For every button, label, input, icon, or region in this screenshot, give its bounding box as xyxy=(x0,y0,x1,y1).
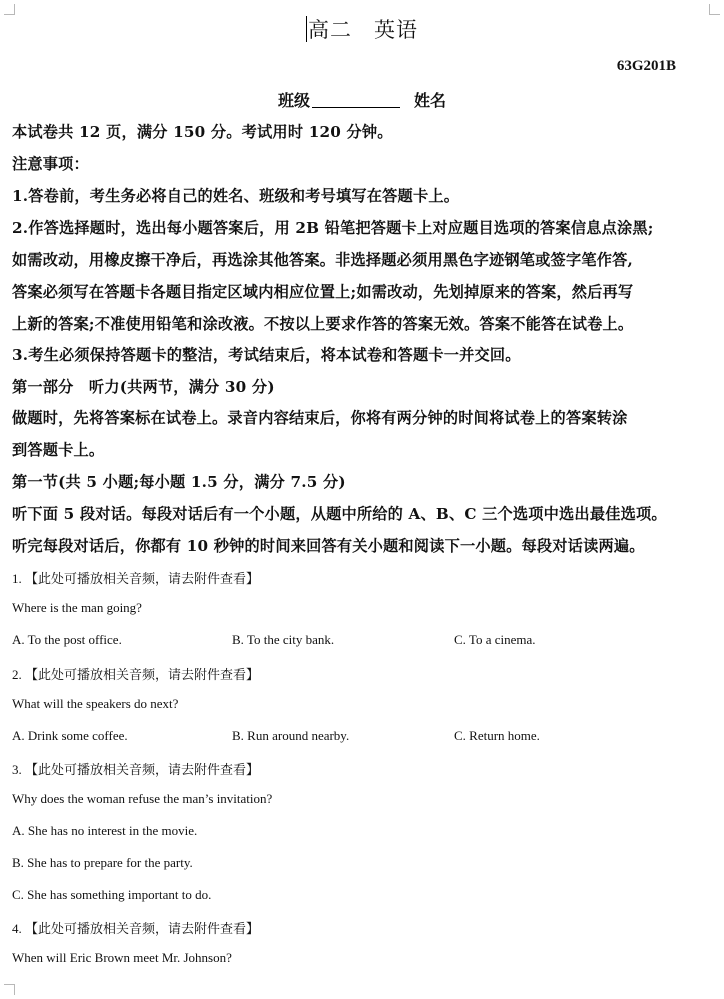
notice-item-2-line: 2.作答选择题时，选出每小题答案后，用 2B 铅笔把答题卡上对应题目选项的答案信息点涂黑; xyxy=(12,219,654,237)
question-audio-placeholder[interactable]: 2. 【此处可播放相关音频，请去附件查看】 xyxy=(12,667,260,682)
option-a[interactable]: A. She has no interest in the movie. xyxy=(12,823,198,838)
notice-item-2-line: 如需改动，用橡皮擦干净后，再选涂其他答案。非选择题必须用黑色字迹钢笔或签字笔作答, xyxy=(12,251,633,269)
class-name-line xyxy=(0,88,724,111)
notice-title: 注意事项： xyxy=(12,155,89,173)
question-text: Why does the woman refuse the man’s invitation? xyxy=(12,791,273,806)
notice-item-3: 3.考生必须保持答题卡的整洁，考试结束后，将本试卷和答题卡一并交回。 xyxy=(12,346,521,364)
notice-item-2-line: 答案必须写在答题卡各题目指定区域内相应位置上;如需改动，先划掉原来的答案，然后再写 xyxy=(12,283,634,301)
question-audio-placeholder[interactable]: 1. 【此处可播放相关音频，请去附件查看】 xyxy=(12,571,260,586)
notice-item-1: 1.答卷前，考生务必将自己的姓名、班级和考号填写在答题卡上。 xyxy=(12,187,460,205)
part1-instruction-line: 到答题卡上。 xyxy=(12,441,105,459)
question-text: When will Eric Brown meet Mr. Johnson? xyxy=(12,950,232,965)
part1-heading: 第一部分 听力(共两节，满分 30 分) xyxy=(12,378,275,396)
class-label: 班级 xyxy=(277,91,310,110)
question-text: What will the speakers do next? xyxy=(12,696,179,711)
page-corner-mark xyxy=(4,984,15,995)
question-audio-placeholder[interactable]: 3. 【此处可播放相关音频，请去附件查看】 xyxy=(12,762,260,777)
title-grade: 高二 xyxy=(308,18,352,42)
part1-instruction-line: 做题时，先将答案标在试卷上。录音内容结束后，你将有两分钟的时间将试卷上的答案转涂 xyxy=(12,409,628,427)
option-a[interactable]: A. Drink some coffee. xyxy=(12,728,128,743)
question-audio-placeholder[interactable]: 4. 【此处可播放相关音频，请去附件查看】 xyxy=(12,921,260,936)
option-c[interactable]: C. She has something important to do. xyxy=(12,887,212,902)
option-b[interactable]: B. She has to prepare for the party. xyxy=(12,855,193,870)
title-subject: 英语 xyxy=(374,18,418,42)
text-cursor xyxy=(306,16,307,42)
question-text: Where is the man going? xyxy=(12,600,142,615)
notice-item-2-line: 上新的答案;不准使用铅笔和涂改液。不按以上要求作答的答案无效。答案不能答在试卷上。 xyxy=(12,315,634,333)
section1-instruction-line: 听下面 5 段对话。每段对话后有一个小题，从题中所给的 A、B、C 三个选项中选出最佳选项。 xyxy=(12,505,667,523)
option-a[interactable]: A. To the post office. xyxy=(12,632,122,647)
option-b[interactable]: B. Run around nearby. xyxy=(232,728,350,743)
option-b[interactable]: B. To the city bank. xyxy=(232,632,335,647)
exam-code: 63G201B xyxy=(616,58,676,74)
option-c[interactable]: C. Return home. xyxy=(454,728,540,743)
option-c[interactable]: C. To a cinema. xyxy=(454,632,536,647)
section1-instruction-line: 听完每段对话后，你都有 10 秒钟的时间来回答有关小题和阅读下一小题。每段对话读两遍。 xyxy=(12,537,645,555)
name-label: 姓名 xyxy=(414,91,447,110)
section1-heading: 第一节(共 5 小题;每小题 1.5 分，满分 7.5 分) xyxy=(12,473,346,491)
exam-summary: 本试卷共 12 页，满分 150 分。考试用时 120 分钟。 xyxy=(12,123,393,141)
class-blank[interactable] xyxy=(312,107,400,108)
page-title xyxy=(0,14,724,44)
